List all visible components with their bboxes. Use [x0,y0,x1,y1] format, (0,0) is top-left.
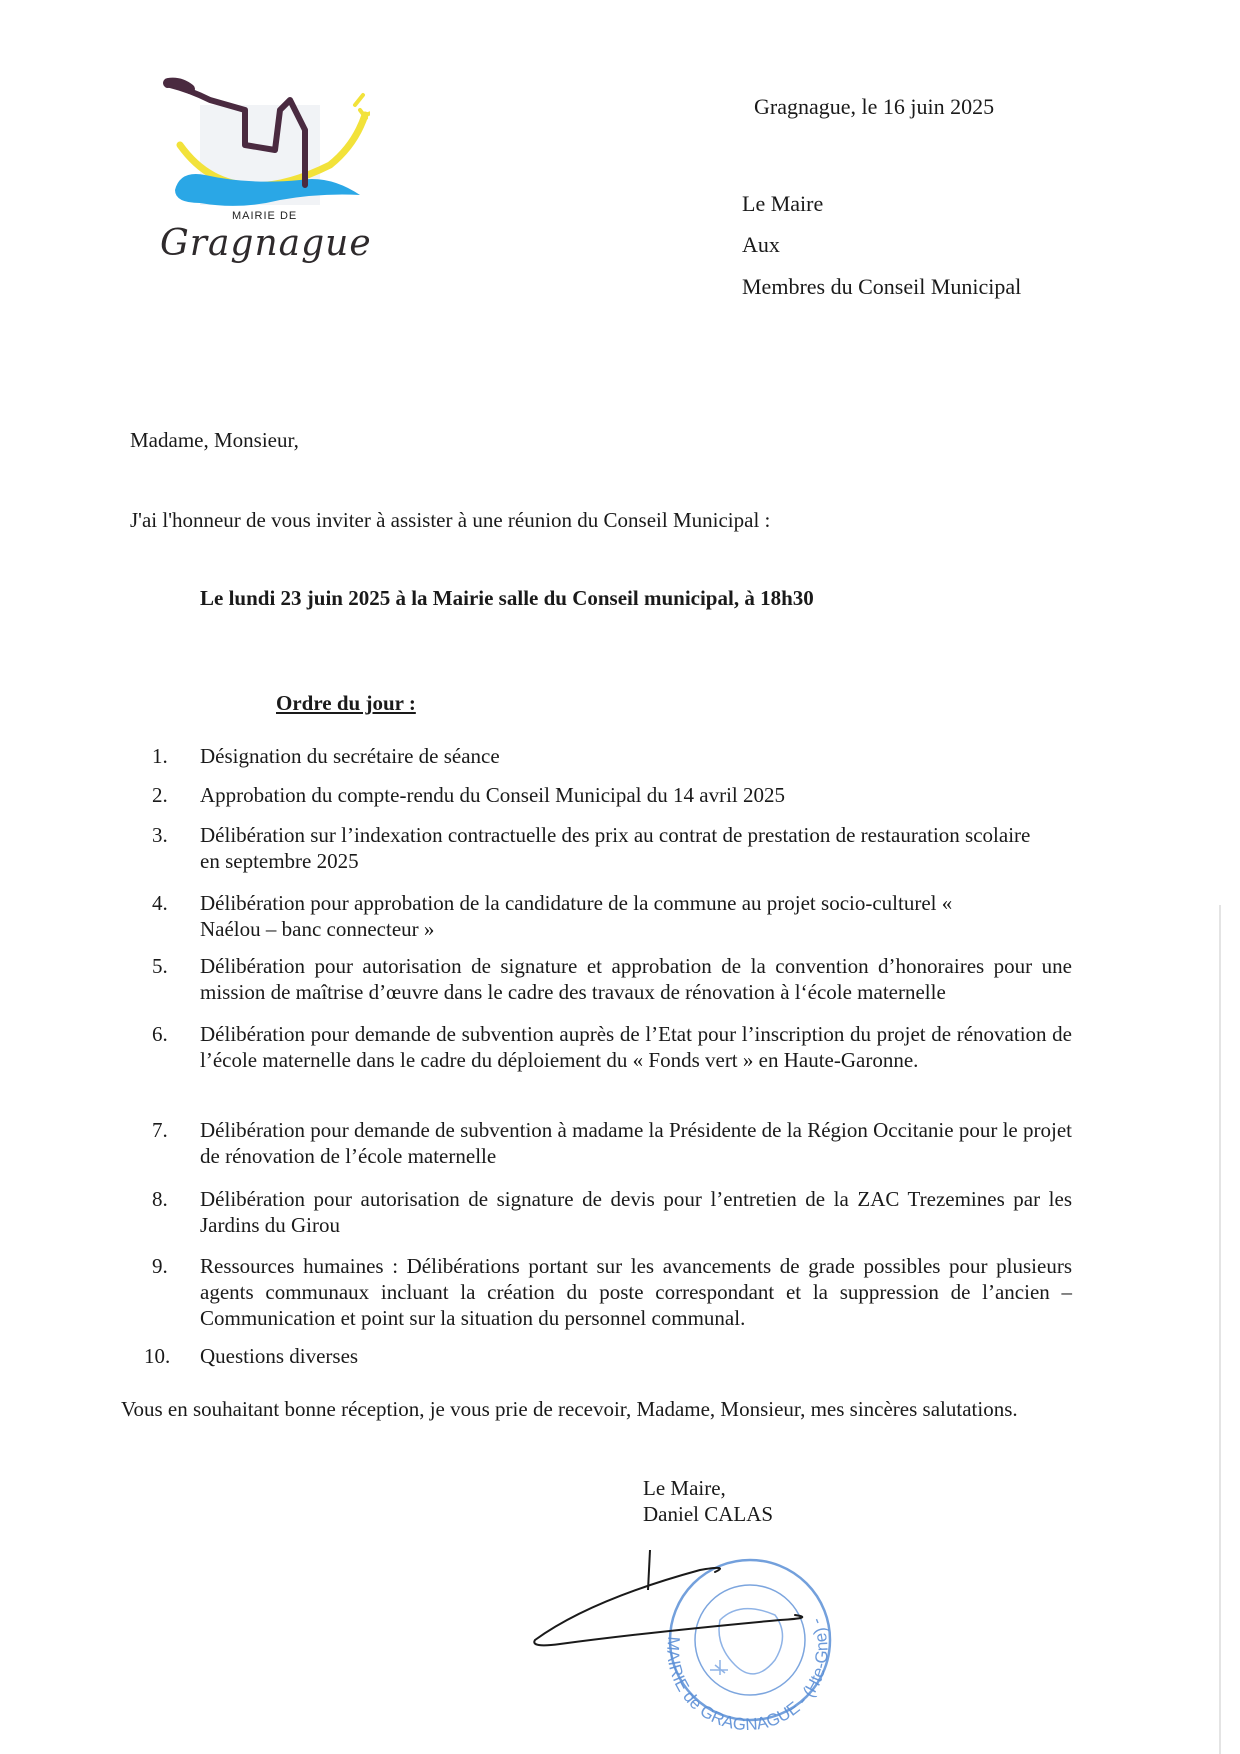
page-edge-divider [1219,905,1221,1754]
agenda-item-text: Approbation du compte-rendu du Conseil Municipal du 14 avril 2025 [200,783,785,807]
agenda-item-number: 9. [152,1254,168,1278]
agenda-item-text: Questions diverses [200,1344,359,1368]
agenda-item-number: 5. [152,954,168,978]
official-stamp-icon [530,1540,870,1740]
mairie-logo [160,75,370,275]
agenda-item-text: Délibération pour demande de subvention auprès de l’Etat pour l’inscription du projet de rénovation de l’école maternelle dans le cadre du déploiement du « Fonds vert » en Haute-Garonne. [200,1022,1072,1072]
stamp-text: MAIRIE de GRAGNAGUE - (Hte-Gne) - [663,1615,832,1735]
agenda-item-number: 7. [152,1118,168,1142]
agenda-item-text: Délibération pour autorisation de signature de devis pour l’entretien de la ZAC Trezemines par les Jardins du Girou [200,1187,1072,1237]
agenda-item-text: Ressources humaines : Délibérations portant sur les avancements de grade possibles pour plusieurs agents communaux incluant la création du poste correspondant et la suppression de l’ancien – Communication et point sur la situation du personnel communal. [200,1254,1072,1330]
invitation-text: J'ai l'honneur de vous inviter à assister à une réunion du Conseil Municipal : [130,508,771,532]
signature-name: Daniel CALAS [643,1502,774,1526]
recipient: Membres du Conseil Municipal [742,274,1022,299]
recipient-prefix: Aux [742,232,780,257]
salutation: Madame, Monsieur, [130,428,299,452]
svg-text:MAIRIE de GRAGNAGUE - (Hte-Gne [663,1615,832,1734]
closing-formula: Vous en souhaitant bonne réception, je vous prie de recevoir, Madame, Monsieur, mes sincères salutations. [121,1397,1018,1421]
agenda-item-text: Délibération pour demande de subvention à madame la Présidente de la Région Occitanie pour le projet de rénovation de l’école maternelle [200,1118,1072,1168]
sender: Le Maire [742,191,824,216]
signature-stamp [530,1540,870,1740]
agenda-item-text: Délibération pour autorisation de signature et approbation de la convention d’honoraires pour une mission de maîtrise d’œuvre dans le cadre des travaux de rénovation à l‘école maternelle [200,954,1072,1004]
place-date: Gragnague, le 16 juin 2025 [754,94,995,119]
agenda-item-text: Délibération pour approbation de la candidature de la commune au projet socio-culturel « Naélou – banc connecteur » [200,891,953,941]
agenda-item-text: Délibération sur l’indexation contractuelle des prix au contrat de prestation de restauration scolaire en septembre 2025 [200,823,1031,873]
agenda-item-number: 10. [144,1344,171,1368]
agenda-item-number: 3. [152,823,168,847]
logo-town-name: Gragnague [160,223,372,264]
agenda-item-number: 4. [152,891,168,915]
agenda-item-number: 2. [152,783,168,807]
agenda-item-number: 6. [152,1022,168,1046]
signature-title: Le Maire, [643,1476,726,1500]
logo-emblem-icon [160,75,370,215]
agenda-item-number: 8. [152,1187,168,1211]
agenda-title: Ordre du jour : [276,691,416,715]
meeting-details: Le lundi 23 juin 2025 à la Mairie salle du Conseil municipal, à 18h30 [200,586,814,610]
agenda-item-number: 1. [152,744,168,768]
logo-organization-line: MAIRIE DE [232,210,298,222]
agenda-item-text: Désignation du secrétaire de séance [200,744,500,768]
